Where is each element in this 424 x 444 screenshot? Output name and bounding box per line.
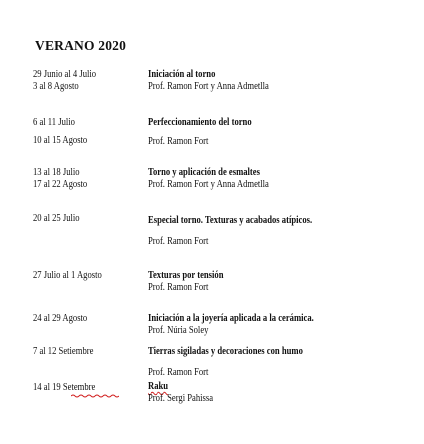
page-title: VERANO 2020: [35, 38, 127, 53]
course-teacher: Prof. Ramon Fort y Anna Admetlla: [148, 81, 269, 92]
course-teacher: Prof. Ramon Fort y Anna Admetlla: [148, 179, 269, 190]
spellcheck-underline: [71, 394, 119, 398]
course-title: Perfeccionamiento del torno: [148, 117, 252, 128]
course-title-text: Raku: [148, 381, 169, 392]
course-teacher: Prof. Ramon Fort: [148, 367, 209, 378]
date-line: 29 Junio al 4 Julio: [33, 69, 97, 80]
date-line: 10 al 15 Agosto: [33, 135, 88, 146]
course-teacher: Prof. Núria Soley: [148, 325, 209, 336]
date-line: 3 al 8 Agosto: [33, 81, 79, 92]
course-teacher: Prof. Sergi Pahissa: [148, 393, 214, 404]
date-line: 14 al 19 Setembre: [33, 382, 96, 393]
course-title: Iniciación a la joyería aplicada a la cerámica.: [148, 313, 314, 324]
course-title: Especial torno. Texturas y acabados atípicos.: [148, 215, 313, 226]
date-line: 24 al 29 Agosto: [33, 313, 88, 324]
course-teacher: Prof. Ramon Fort: [148, 136, 209, 147]
date-line: 17 al 22 Agosto: [33, 179, 88, 190]
course-title: Iniciación al torno: [148, 69, 216, 80]
course-title: Tierras sigiladas y decoraciones con humo: [148, 346, 303, 357]
date-line: 6 al 11 Julio: [33, 117, 75, 128]
course-teacher: Prof. Ramon Fort: [148, 236, 209, 247]
date-line: 13 al 18 Julio: [33, 167, 80, 178]
date-line: 7 al 12 Setiembre: [33, 346, 94, 357]
course-teacher: Prof. Ramon Fort: [148, 282, 209, 293]
course-title: Texturas por tensión: [148, 270, 224, 281]
date-line: 27 Julio al 1 Agosto: [33, 270, 102, 281]
course-title: [148, 381, 168, 392]
date-line: 20 al 25 Julio: [33, 213, 80, 224]
course-title: Torno y aplicación de esmaltes: [148, 167, 260, 178]
